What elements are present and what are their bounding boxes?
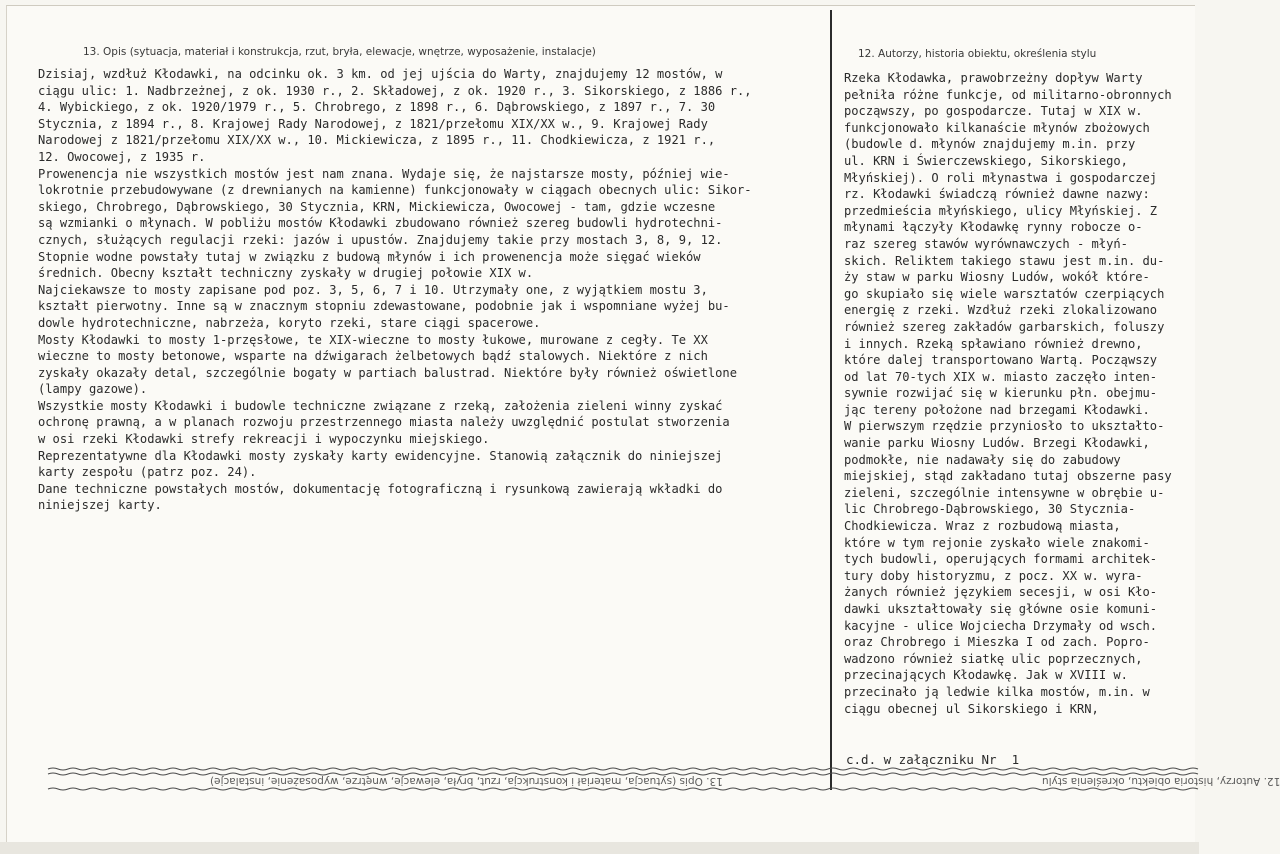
text-line: średnich. Obecny kształt techniczny zyskały w drugiej połowie XIX w.	[38, 266, 534, 281]
text-line: Prowenencja nie wszystkich mostów jest nam znana. Wydaje się, że najstarsze mosty, później wie-	[38, 166, 730, 181]
text-line: lokrotnie przebudowywane (z drewnianych na kamienne) funkcjonowały w ciągach obecnych ulic: Sikor-	[38, 183, 752, 198]
text-line: zyskały okazały detal, szczególnie bogaty w partiach balustrad. Niektóre były również oświetlone	[38, 365, 737, 380]
text-line: i innych. Rzeką spławiano również drewno,	[844, 336, 1143, 351]
text-line: Stopnie wodne powstały tutaj w związku z budową młynów i ich prowenencja może sięgać wieków	[38, 249, 701, 264]
wavy-rule-icon	[48, 767, 1198, 771]
text-line: Najciekawsze to mosty zapisane pod poz. 3, 5, 6, 7 i 10. Utrzymały one, z wyjątkiem mostu 3,	[38, 282, 708, 297]
wavy-rule-icon	[48, 787, 1198, 791]
text-line: rz. Kłodawki świadczą również dawne nazwy:	[844, 187, 1150, 202]
text-line: począwszy, po gospodarcze. Tutaj w XIX w.	[844, 104, 1143, 119]
text-line: raz szereg stawów wyrównawczych - młyń-	[844, 236, 1128, 251]
text-line: Dane techniczne powstałych mostów, dokumentację fotograficzną i rysunkową zawierają wkładki do	[38, 481, 723, 496]
text-line: sywnie rozwijać się w kierunku płn. obejmu-	[844, 386, 1158, 401]
text-line: które w tym rejonie zyskało wiele znakomi-	[844, 535, 1150, 550]
text-line: miejskiej, stąd zakładano tutaj obszerne pasy	[844, 469, 1172, 484]
text-line: funkcjonowało kilkanaście młynów zbożowych	[844, 120, 1150, 135]
column-divider	[830, 10, 832, 790]
text-line: skiego, Chrobrego, Dąbrowskiego, 30 Stycznia, KRN, Mickiewicza, Owocowej - tam, gdzie wczesne	[38, 199, 716, 214]
text-line: karty zespołu (patrz poz. 24).	[38, 465, 257, 480]
text-line: oraz Chrobrego i Mieszka I od zach. Popro-	[844, 635, 1150, 650]
text-line: przecinających Kłodawkę. Jak w XVIII w.	[844, 668, 1128, 683]
text-line: 4. Wybickiego, z ok. 1920/1979 r., 5. Chrobrego, z 1898 r., 6. Dąbrowskiego, z 1897 r., 7. 30	[38, 100, 716, 115]
text-line: zieleni, szczególnie intensywne w obrębie u-	[844, 485, 1165, 500]
mirrored-heading-13: 13. Opis (sytuacja, materiał i konstrukcja, rzut, bryła, elewacje, wnętrze, wyposażenie, instalacje)	[210, 775, 723, 787]
text-line: Chodkiewicza. Wraz z rozbudową miasta,	[844, 519, 1121, 534]
scan-bottom-edge	[0, 842, 1199, 854]
text-line: przecinało ją ledwie kilka mostów, m.in. w	[844, 684, 1150, 699]
text-line: ochronę prawną, a w planach rozwoju przestrzennego miasta należy uwzględnić postulat stworzenia	[38, 415, 730, 430]
text-line: przedmieścia młyńskiego, ulicy Młyńskiej. Z	[844, 203, 1158, 218]
text-line: podmokłe, nie nadawały się do zabudowy	[844, 452, 1121, 467]
text-line: ciągu ulic: 1. Nadbrzeżnej, z ok. 1930 r., 2. Składowej, z ok. 1920 r., 3. Sikorskiego, z 1886 r.,	[38, 83, 752, 98]
text-line: energię z rzeki. Wzdłuż rzeki zlokalizowano	[844, 303, 1158, 318]
description-text	[38, 66, 752, 514]
text-line: lic Chrobrego-Dąbrowskiego, 30 Stycznia-	[844, 502, 1136, 517]
text-line: tury doby historyzmu, z pocz. XX w. wyra-	[844, 568, 1143, 583]
text-line: wieczne to mosty betonowe, wsparte na dźwigarach żelbetowych bądź stalowych. Niektóre z nich	[38, 349, 708, 364]
text-line: dawki ukształtowały się główne osie komuni-	[844, 602, 1158, 616]
text-line: Mosty Kłodawki to mosty 1-przęsłowe, te XIX-wieczne to mosty łukowe, murowane z cegły. Te XX	[38, 332, 708, 347]
text-line: Stycznia, z 1894 r., 8. Krajowej Rady Narodowej, z 1821/przełomu XIX/XX w., 9. Krajowej Rady	[38, 116, 708, 131]
text-line: Młyńskiej). O roli młynastwa i gospodarczej	[844, 170, 1158, 185]
text-line: wadzono również siatkę ulic poprzecznych,	[844, 651, 1143, 666]
section-13-heading: 13. Opis (sytuacja, materiał i konstrukcja, rzut, bryła, elewacje, wnętrze, wyposażenie, instalacje)	[83, 46, 596, 58]
text-line: kacyjne - ulice Wojciecha Drzymały od wsch.	[844, 618, 1158, 633]
text-line: jąc tereny położone nad brzegami Kłodawki.	[844, 402, 1150, 417]
text-line: ul. KRN i Świerczewskiego, Sikorskiego,	[844, 153, 1128, 168]
text-line: Rzeka Kłodawka, prawobrzeżny dopływ Warty	[844, 71, 1143, 85]
text-line: ży staw w parku Wiosny Ludów, wokół które-	[844, 270, 1150, 285]
text-line: go skupiało się wiele warsztatów czerpiących	[844, 286, 1165, 301]
text-line: młynami łączyły Kłodawkę rynny robocze o-	[844, 220, 1143, 235]
text-line: Dzisiaj, wzdłuż Kłodawki, na odcinku ok. 3 km. od jej ujścia do Warty, znajdujemy 12 mostów, w	[38, 67, 723, 81]
section-12-heading: 12. Autorzy, historia obiektu, określenia stylu	[858, 48, 1097, 60]
text-line: (budowle d. młynów znajdujemy m.in. przy	[844, 137, 1136, 152]
text-line: kształt pierwotny. Inne są w znacznym stopniu zdewastowane, podobnie jak i wspomniane wyżej bu-	[38, 299, 730, 314]
text-line: żanych również językiem secesji, w osi Kło-	[844, 585, 1158, 600]
text-line: dowle hydrotechniczne, nabrzeża, koryto rzeki, stare ciągi spacerowe.	[38, 315, 541, 330]
text-line: Narodowej z 1821/przełomu XIX/XX w., 10. Mickiewicza, z 1895 r., 11. Chodkiewicza, z 1921 r.,	[38, 133, 716, 148]
history-text	[844, 70, 1172, 717]
text-line: są wzmianki o młynach. W pobliżu mostów Kłodawki zbudowano również szereg budowli hydrotechni-	[38, 216, 723, 231]
text-line: tych budowli, operujących formami architek-	[844, 552, 1158, 567]
text-line: pełniła różne funkcje, od militarno-obronnych	[844, 87, 1172, 102]
text-line: W pierwszym rzędzie przyniosło to ukształto-	[844, 419, 1165, 434]
mirrored-heading-12: 12. Autorzy, historia obiektu, określenia stylu	[1042, 775, 1280, 787]
text-line: Wszystkie mosty Kłodawki i budowle techniczne związane z rzeką, założenia zieleni winny zyskać	[38, 398, 723, 413]
text-line: 12. Owocowej, z 1935 r.	[38, 149, 206, 164]
text-line: wanie parku Wiosny Ludów. Brzegi Kłodawki,	[844, 436, 1150, 451]
text-line: które dalej transportowano Wartą. Począwszy	[844, 353, 1158, 368]
text-line: od lat 70-tych XIX w. miasto zaczęło inten-	[844, 369, 1158, 384]
text-line: również szereg zakładów garbarskich, foluszy	[844, 319, 1165, 334]
text-line: niniejszej karty.	[38, 498, 162, 513]
text-line: cznych, służących regulacji rzeki: jazów i upustów. Znajdujemy takie przy mostach 3, 8, 9, 12.	[38, 232, 723, 247]
text-line: ciągu obecnej ul Sikorskiego i KRN,	[844, 701, 1099, 716]
text-line: (lampy gazowe).	[38, 382, 148, 397]
text-line: skich. Reliktem takiego stawu jest m.in. du-	[844, 253, 1165, 268]
text-line: Reprezentatywne dla Kłodawki mosty zyskały karty ewidencyjne. Stanowią załącznik do niniejszej	[38, 448, 723, 463]
text-line: w osi rzeki Kłodawki strefy rekreacji i wypoczynku miejskiego.	[38, 432, 490, 447]
continuation-note: c.d. w załączniku Nr 1	[846, 752, 1020, 767]
